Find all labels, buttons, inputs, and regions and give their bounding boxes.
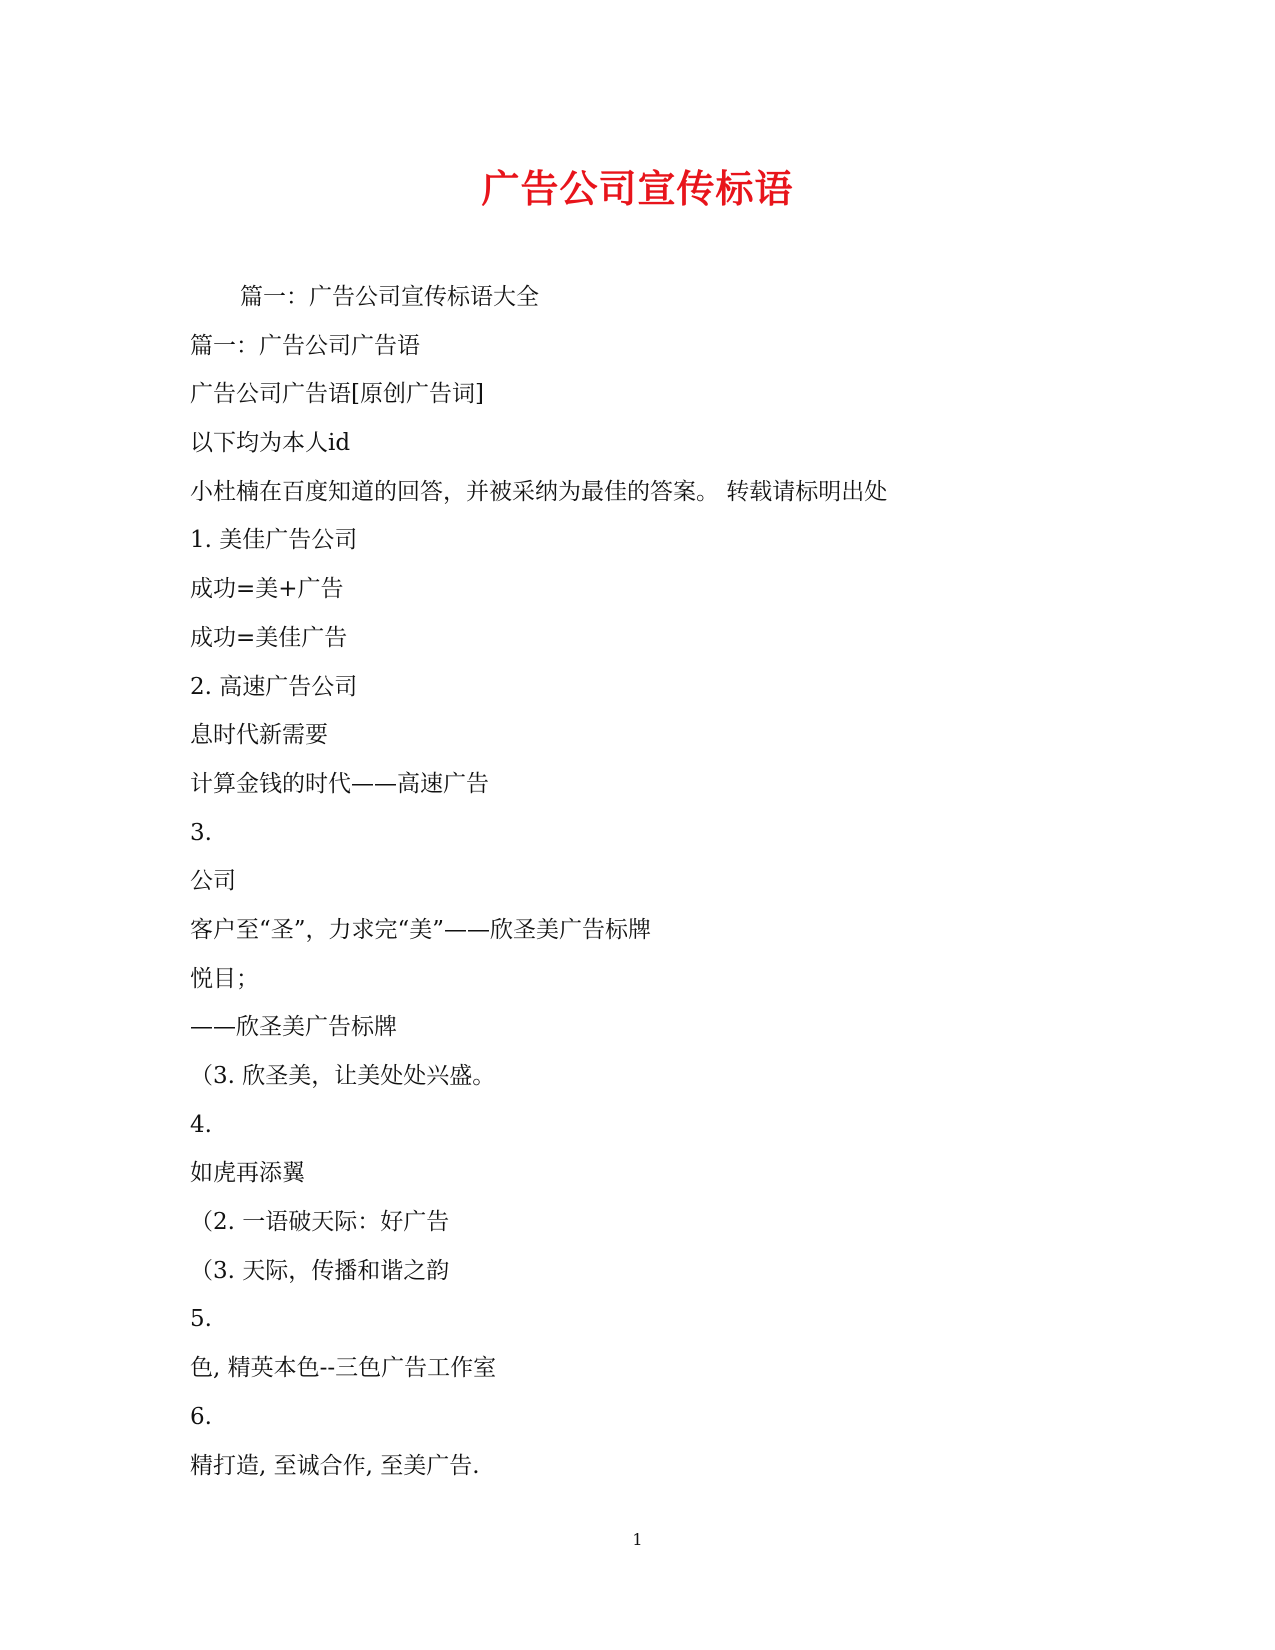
body-line: （3. 天际，传播和谐之韵 [190, 1257, 450, 1284]
body-line: 4. [190, 1111, 212, 1138]
body-line: 成功=美+广告 [190, 576, 344, 603]
document-body [190, 280, 1090, 1497]
body-line: 息时代新需要 [190, 722, 328, 749]
body-line: 1. 美佳广告公司 [190, 527, 358, 554]
body-line: 2. 高速广告公司 [190, 673, 358, 700]
body-line: 色, 精英本色--三色广告工作室 [190, 1355, 497, 1382]
body-line: 6. [190, 1403, 212, 1430]
body-line: 公司 [190, 868, 236, 895]
body-line: 5. [190, 1306, 212, 1333]
body-line: 3. [190, 819, 212, 846]
body-line: （2. 一语破天际：好广告 [190, 1209, 450, 1236]
body-line: 客户至“圣”，力求完“美”——欣圣美广告标牌 [190, 916, 652, 943]
body-line: 广告公司广告语[原创广告词] [190, 381, 484, 408]
document-title: 广告公司宣传标语 [481, 166, 794, 211]
body-line: 小杜楠在百度知道的回答，并被采纳为最佳的答案。 转载请标明出处 [190, 478, 888, 505]
body-line: 成功=美佳广告 [190, 624, 348, 651]
body-line: 篇一：广告公司广告语 [190, 332, 420, 359]
body-line: 以下均为本人id [190, 430, 351, 457]
body-line: ——欣圣美广告标牌 [190, 1014, 397, 1041]
body-line: （3. 欣圣美，让美处处兴盛。 [190, 1063, 496, 1089]
page-number: 1 [632, 1530, 643, 1549]
body-line: 篇一：广告公司宣传标语大全 [240, 284, 539, 310]
body-line: 精打造, 至诚合作, 至美广告. [190, 1452, 480, 1479]
body-line: 如虎再添翼 [190, 1160, 305, 1187]
body-line: 计算金钱的时代——高速广告 [190, 770, 489, 797]
body-line: 悦目； [190, 965, 259, 992]
